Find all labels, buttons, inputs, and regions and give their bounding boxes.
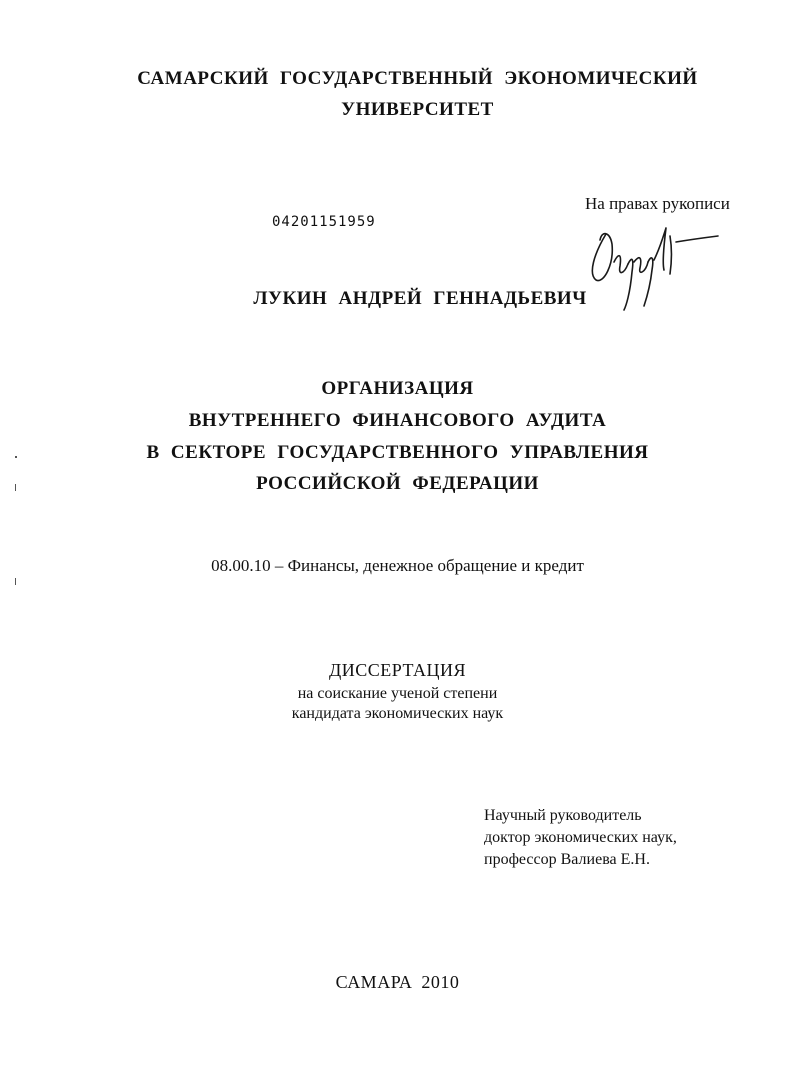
dissertation-title-line1: ОРГАНИЗАЦИЯ [321,378,474,399]
specialty-code: 08.00.10 – Финансы, денежное обращение и кредит [211,556,584,575]
scan-margin-mark [15,456,17,458]
dissertation-title-line3: В СЕКТОРЕ ГОСУДАРСТВЕННОГО УПРАВЛЕНИЯ [146,442,649,463]
dissertation-title-line4: РОССИЙСКОЙ ФЕДЕРАЦИИ [256,473,539,494]
scan-margin-mark [15,484,16,491]
city-year: САМАРА 2010 [335,972,460,992]
supervisor-title: Научный руководитель [484,807,642,824]
author-name: ЛУКИН АНДРЕЙ ГЕННАДЬЕВИЧ [253,288,587,309]
degree-line1: на соискание ученой степени [297,685,498,702]
supervisor-name: профессор Валиева Е.Н. [484,851,650,868]
university-name-line2: УНИВЕРСИТЕТ [341,99,494,120]
library-code: 04201151959 [272,214,376,230]
scan-margin-mark [15,578,16,585]
university-name-line1: САМАРСКИЙ ГОСУДАРСТВЕННЫЙ ЭКОНОМИЧЕСКИЙ [137,68,698,89]
dissertation-label: ДИССЕРТАЦИЯ [328,660,467,680]
manuscript-rights-note: На правах рукописи [585,194,730,213]
supervisor-degree: доктор экономических наук, [484,829,677,846]
degree-line2: кандидата экономических наук [291,705,504,722]
dissertation-title-line2: ВНУТРЕННЕГО ФИНАНСОВОГО АУДИТА [188,410,607,431]
